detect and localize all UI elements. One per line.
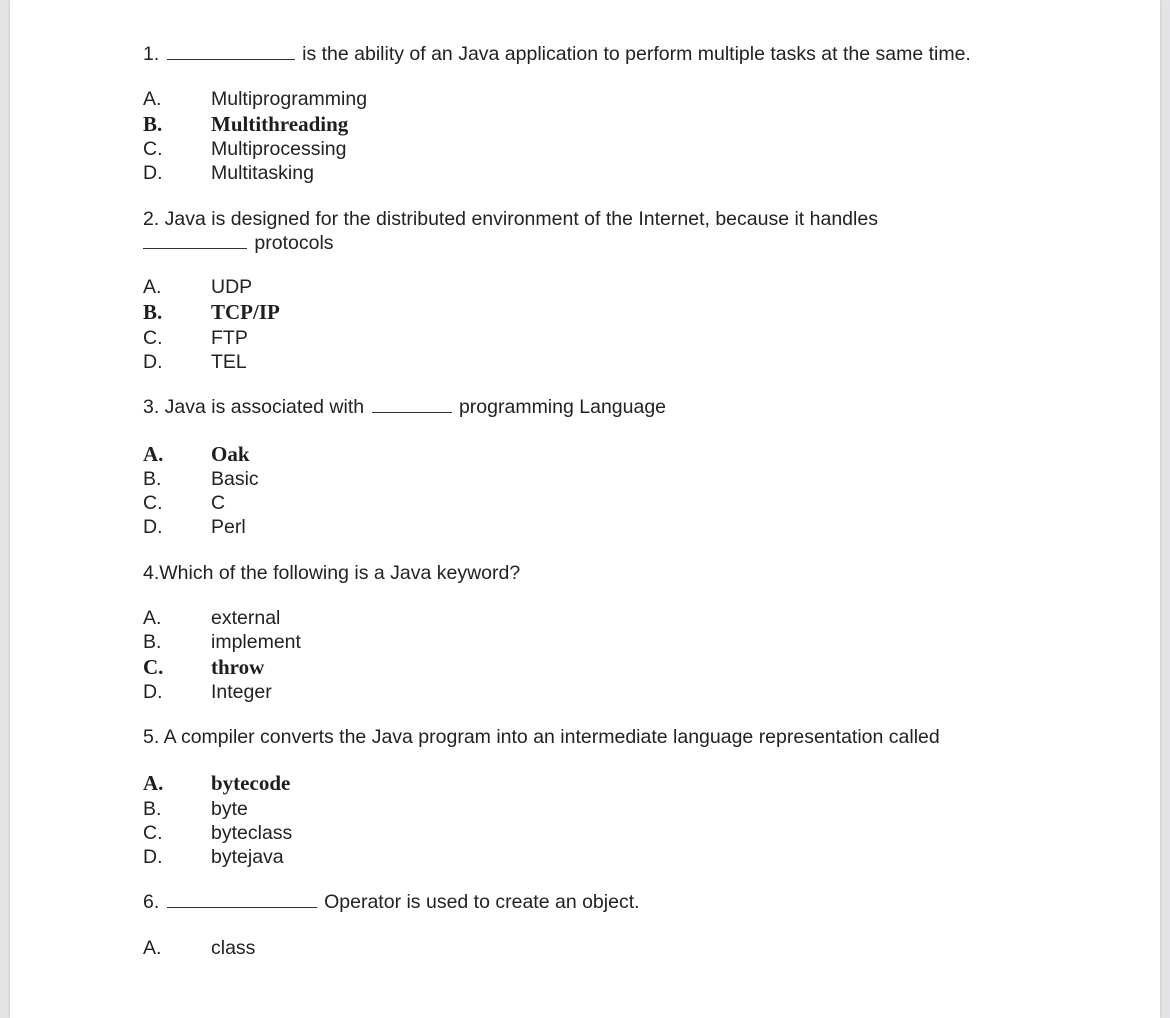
answer-blank	[167, 58, 295, 60]
question-text: Operator is used to create an object.	[324, 891, 640, 913]
answer-blank	[372, 411, 452, 413]
question-6-stem	[143, 890, 640, 914]
question-2-stem-line1: 2. Java is designed for the distributed environment of the Internet, because it handles	[143, 208, 878, 230]
question-text: is the ability of an Java application to perform multiple tasks at the same time.	[302, 43, 971, 65]
question-1-stem	[143, 42, 971, 66]
answer-blank	[167, 906, 317, 908]
question-4-stem: 4.Which of the following is a Java keyword?	[143, 562, 521, 584]
question-number: 1.	[143, 43, 160, 65]
question-5-stem: 5. A compiler converts the Java program into an intermediate language representation called	[143, 726, 940, 748]
question-3-stem: 3. Java is associated with programming Language	[143, 396, 667, 418]
question-number: 6.	[143, 891, 160, 913]
answer-blank	[143, 247, 247, 249]
document-page: 1. is the ability of an Java application to perform multiple tasks at the same time. A. Multiprogramming B. Multithreading C. Multiprocessing D. Multitasking 2. Java is designed for the distributed environment of the Internet, because it handles protocols A. UDP B. TCP/IP C. FTP D. TEL 3. Java is associated with programming Language A. Oak B. Basic C. C D. Perl 4.Which of the following is a Java keyword? A. external B. implement C. throw D. Integer 5. A compiler converts the Java program into an intermediate language representation called A. bytecode B. byte C. byteclass D. bytejava 6. Operator is used to create an object. A. class	[10, 0, 1160, 1018]
question-2-stem-line2: protocols	[143, 231, 334, 255]
